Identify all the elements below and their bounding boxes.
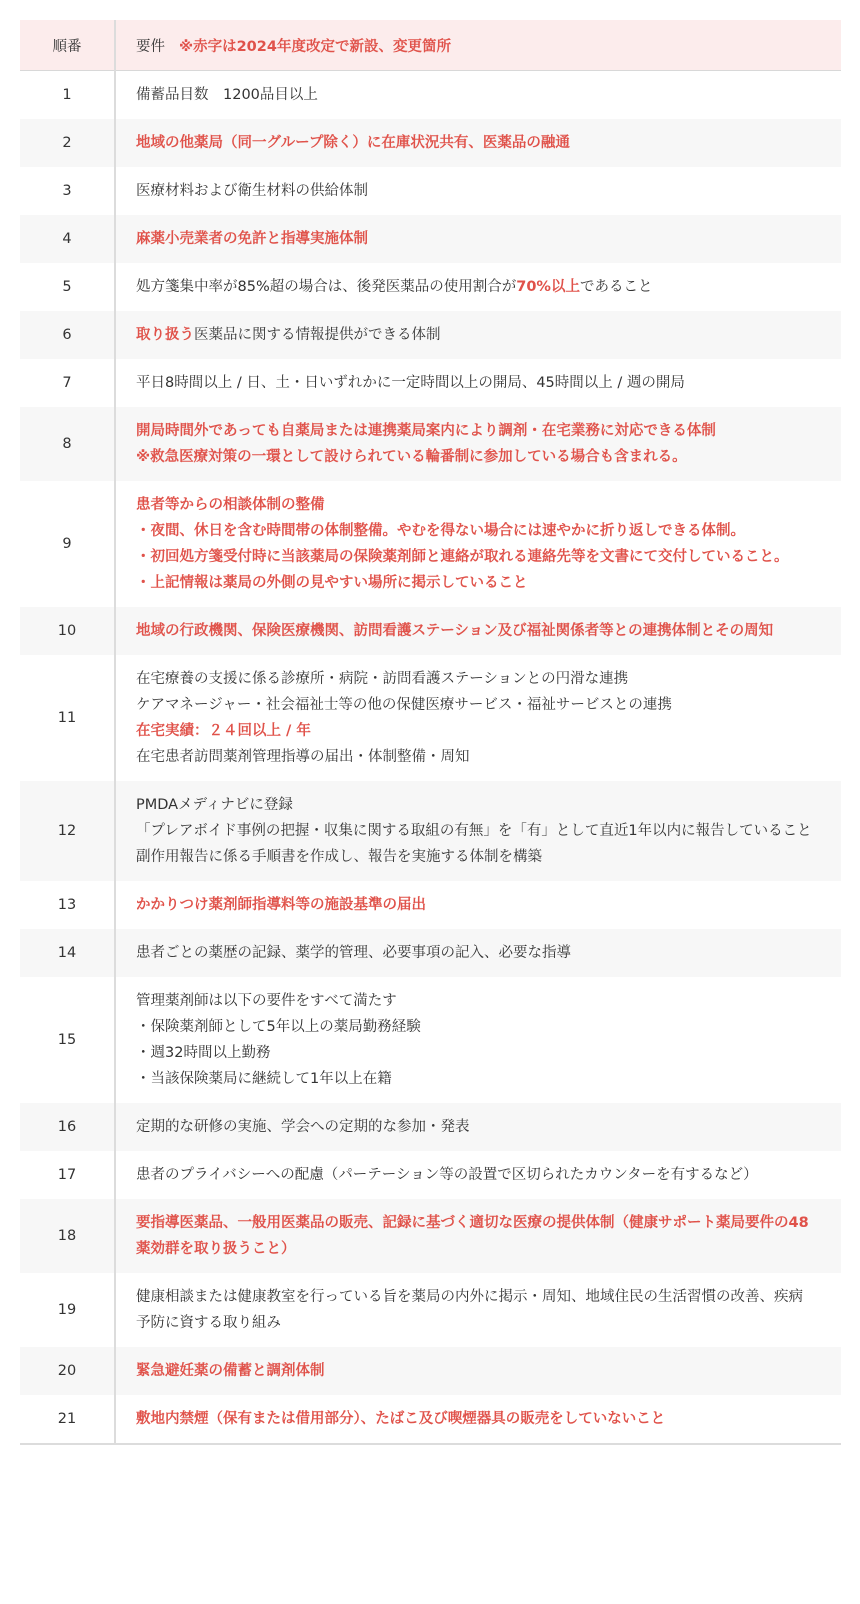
- requirement-line: 地域の他薬局（同一グループ除く）に在庫状況共有、医薬品の融通: [136, 135, 570, 151]
- requirement-line: 在宅実績：２４回以上 / 年: [136, 723, 311, 739]
- requirement-line: 地域の行政機関、保険医療機関、訪問看護ステーション及び福祉関係者等との連携体制とその周知: [136, 623, 774, 639]
- requirement-line: 開局時間外であっても自薬局または連携薬局案内により調剤・在宅業務に対応できる体制: [136, 423, 716, 439]
- row-requirement: [115, 1395, 841, 1444]
- table-row: [20, 1199, 841, 1273]
- requirement-line: ・夜間、休日を含む時間帯の体制整備。やむを得ない場合には速やかに折り返しできる体制。: [136, 523, 745, 539]
- table-row: [20, 929, 841, 977]
- header-note: ※赤字は2024年度改定で新設、変更箇所: [179, 38, 451, 55]
- row-requirement: [115, 311, 841, 359]
- table-row: [20, 1395, 841, 1444]
- row-requirement: [115, 881, 841, 929]
- requirement-line: ・当該保険薬局に継続して1年以上在籍: [136, 1071, 392, 1087]
- row-number: 17: [20, 1151, 115, 1199]
- requirement-line: 備蓄品目数 1200品目以上: [136, 87, 318, 103]
- row-requirement: [115, 481, 841, 607]
- highlight-text: 取り扱う: [136, 327, 194, 343]
- requirement-line: 健康相談または健康教室を行っている旨を薬局の内外に掲示・周知、地域住民の生活習慣の改善、疾病予防に資する取り組み: [136, 1289, 803, 1331]
- row-requirement: [115, 929, 841, 977]
- row-number: 6: [20, 311, 115, 359]
- requirement-line: PMDAメディナビに登録: [136, 797, 293, 813]
- requirement-line: 患者のプライバシーへの配慮（パーテーション等の設置で区切られたカウンターを有するなど）: [136, 1167, 758, 1183]
- row-requirement: [115, 407, 841, 481]
- header-order: 順番: [20, 20, 115, 71]
- table-row: [20, 167, 841, 215]
- row-requirement: [115, 119, 841, 167]
- row-requirement: [115, 215, 841, 263]
- row-requirement: [115, 167, 841, 215]
- table-row: [20, 977, 841, 1103]
- requirement-line: ※救急医療対策の一環として設けられている輪番制に参加している場合も含まれる。: [136, 449, 687, 465]
- requirement-line: 定期的な研修の実施、学会への定期的な参加・発表: [136, 1119, 470, 1135]
- row-number: 5: [20, 263, 115, 311]
- requirement-line: 敷地内禁煙（保有または借用部分）、たばこ及び喫煙器具の販売をしていないこと: [136, 1411, 666, 1427]
- requirement-line: 処方箋集中率が85%超の場合は、後発医薬品の使用割合が70%以上であること: [136, 279, 653, 295]
- requirement-line: 副作用報告に係る手順書を作成し、報告を実施する体制を構築: [136, 849, 542, 865]
- table-row: [20, 881, 841, 929]
- row-number: 14: [20, 929, 115, 977]
- table-row: [20, 1273, 841, 1347]
- requirements-table-container: [20, 20, 841, 1445]
- table-row: [20, 655, 841, 781]
- row-number: 19: [20, 1273, 115, 1347]
- requirement-line: 患者ごとの薬歴の記録、薬学的管理、必要事項の記入、必要な指導: [136, 945, 571, 961]
- row-number: 10: [20, 607, 115, 655]
- row-number: 9: [20, 481, 115, 607]
- row-requirement: [115, 359, 841, 407]
- row-requirement: [115, 1151, 841, 1199]
- table-row: [20, 1103, 841, 1151]
- header-row: [20, 20, 841, 71]
- table-row: [20, 781, 841, 881]
- table-row: [20, 481, 841, 607]
- requirement-line: かかりつけ薬剤師指導料等の施設基準の届出: [136, 897, 426, 913]
- row-number: 2: [20, 119, 115, 167]
- requirement-line: 平日8時間以上 / 日、土・日いずれかに一定時間以上の開局、45時間以上 / 週の開局: [136, 375, 685, 391]
- header-requirement: [115, 20, 841, 71]
- row-number: 13: [20, 881, 115, 929]
- row-number: 20: [20, 1347, 115, 1395]
- requirement-line: ・週32時間以上勤務: [136, 1045, 271, 1061]
- requirement-line: ・保険薬剤師として5年以上の薬局勤務経験: [136, 1019, 421, 1035]
- row-number: 16: [20, 1103, 115, 1151]
- row-number: 4: [20, 215, 115, 263]
- row-number: 1: [20, 71, 115, 120]
- row-requirement: [115, 71, 841, 120]
- table-row: [20, 263, 841, 311]
- requirement-line: 患者等からの相談体制の整備: [136, 497, 325, 513]
- header-requirement-label: 要件: [136, 38, 165, 55]
- requirement-line: ケアマネージャー・社会福祉士等の他の保健医療サービス・福祉サービスとの連携: [136, 697, 672, 713]
- requirement-line: 医療材料および衛生材料の供給体制: [136, 183, 368, 199]
- table-row: [20, 407, 841, 481]
- table-row: [20, 359, 841, 407]
- row-requirement: [115, 1103, 841, 1151]
- table-row: [20, 215, 841, 263]
- row-requirement: [115, 781, 841, 881]
- row-requirement: [115, 977, 841, 1103]
- row-number: 7: [20, 359, 115, 407]
- row-number: 3: [20, 167, 115, 215]
- table-row: [20, 119, 841, 167]
- requirement-line: ・初回処方箋受付時に当該薬局の保険薬剤師と連絡が取れる連絡先等を文書にて交付していること。: [136, 549, 789, 565]
- table-row: [20, 1347, 841, 1395]
- requirement-line: 取り扱う医薬品に関する情報提供ができる体制: [136, 327, 441, 343]
- table-row: [20, 71, 841, 120]
- row-number: 15: [20, 977, 115, 1103]
- requirement-line: 要指導医薬品、一般用医薬品の販売、記録に基づく適切な医療の提供体制（健康サポート薬局要件の48薬効群を取り扱うこと）: [136, 1215, 809, 1257]
- row-requirement: [115, 1273, 841, 1347]
- requirement-line: 「プレアボイド事例の把握・収集に関する取組の有無」を「有」として直近1年以内に報告していること: [136, 823, 812, 839]
- row-number: 8: [20, 407, 115, 481]
- row-number: 21: [20, 1395, 115, 1444]
- table-body: [20, 71, 841, 1445]
- row-requirement: [115, 655, 841, 781]
- requirement-line: ・上記情報は薬局の外側の見やすい場所に掲示していること: [136, 575, 528, 591]
- row-number: 11: [20, 655, 115, 781]
- row-requirement: [115, 263, 841, 311]
- requirement-line: 緊急避妊薬の備蓄と調剤体制: [136, 1363, 325, 1379]
- requirements-table: [20, 20, 841, 1445]
- requirement-line: 在宅療養の支援に係る診療所・病院・訪問看護ステーションとの円滑な連携: [136, 671, 629, 687]
- table-row: [20, 311, 841, 359]
- row-requirement: [115, 607, 841, 655]
- row-number: 12: [20, 781, 115, 881]
- requirement-line: 管理薬剤師は以下の要件をすべて満たす: [136, 993, 397, 1009]
- table-row: [20, 607, 841, 655]
- highlight-text: 70%以上: [516, 279, 580, 295]
- table-header: [20, 20, 841, 71]
- table-row: [20, 1151, 841, 1199]
- requirement-line: 在宅患者訪問薬剤管理指導の届出・体制整備・周知: [136, 749, 470, 765]
- row-requirement: [115, 1199, 841, 1273]
- requirement-line: 麻薬小売業者の免許と指導実施体制: [136, 231, 368, 247]
- row-requirement: [115, 1347, 841, 1395]
- row-number: 18: [20, 1199, 115, 1273]
